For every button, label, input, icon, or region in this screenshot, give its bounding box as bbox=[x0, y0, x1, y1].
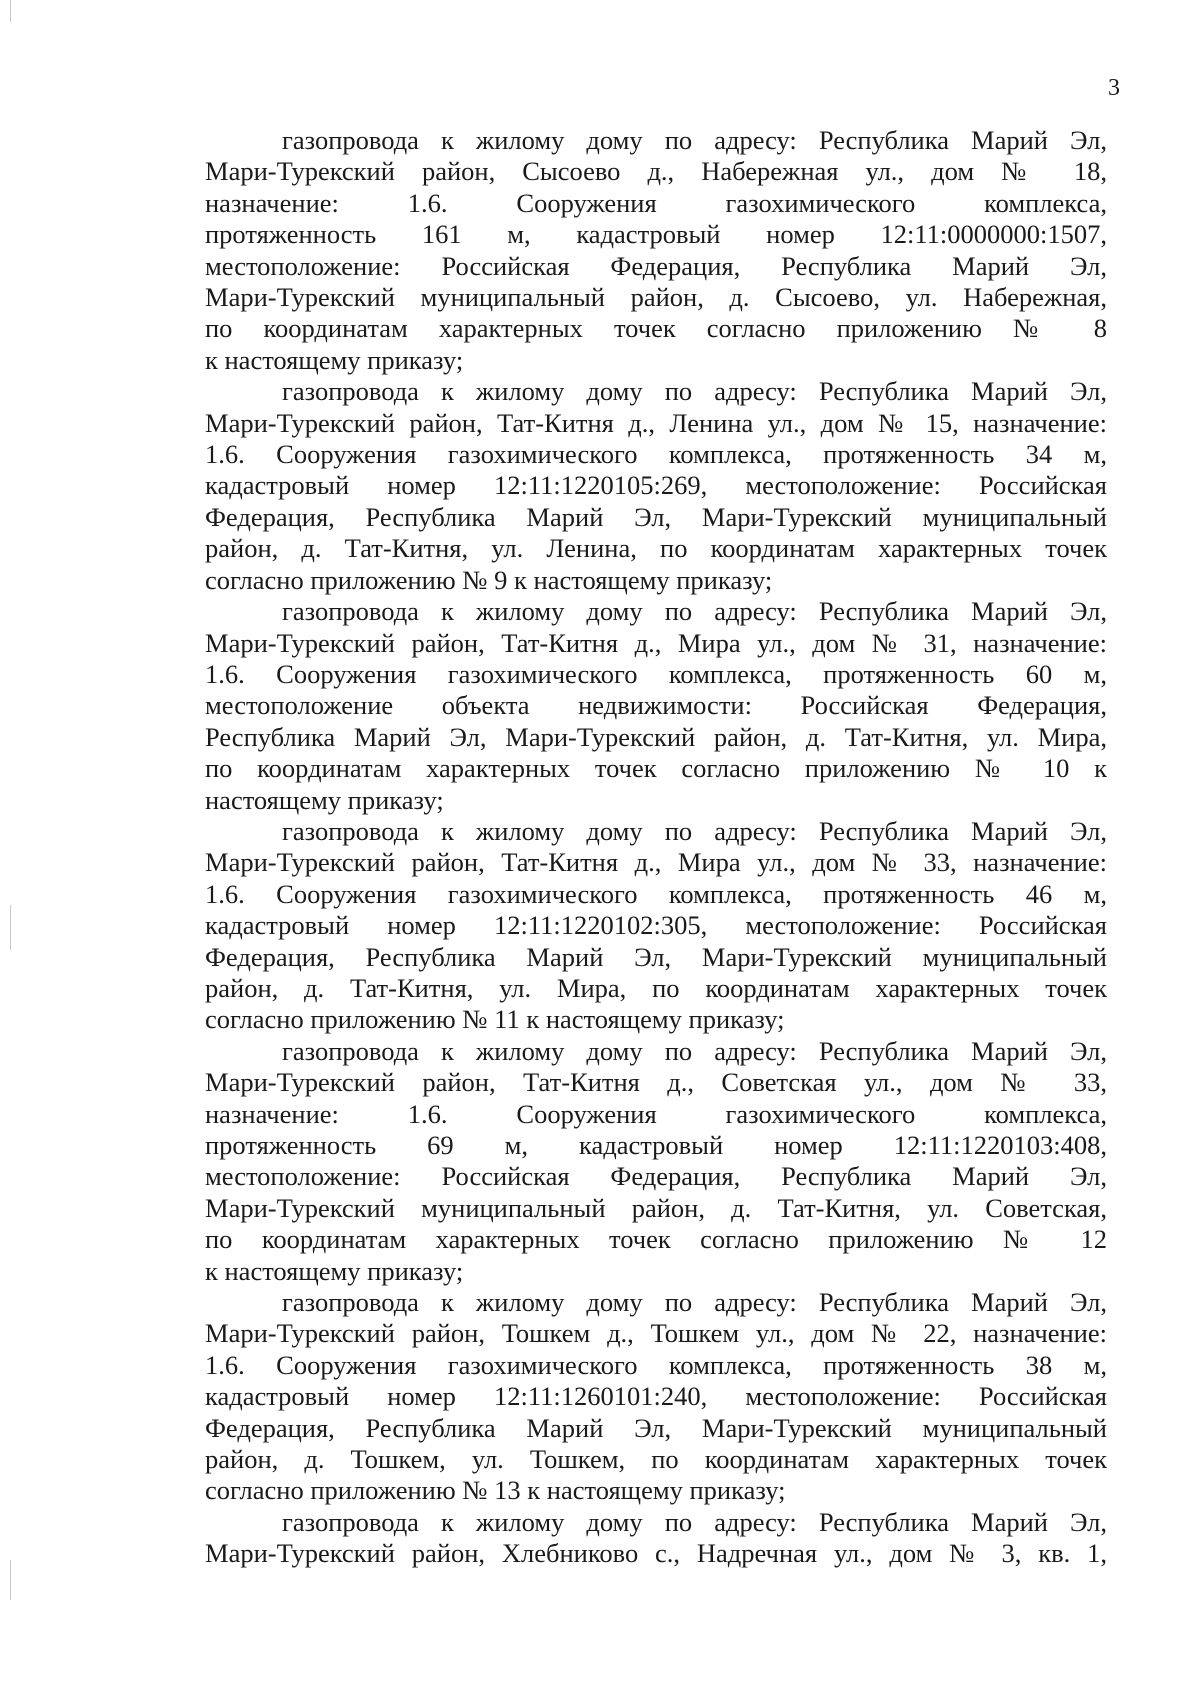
paragraph-line: протяженность 161 м, кадастровый номер 12:11:0000000:1507, bbox=[205, 219, 1107, 250]
paragraph-line: газопровода к жилому дому по адресу: Республика Марий Эл, bbox=[282, 125, 1107, 155]
paragraph-line: по координатам характерных точек согласно приложению № 10 к bbox=[205, 753, 1107, 784]
paragraph bbox=[205, 125, 1107, 376]
paragraph-line: местоположение объекта недвижимости: Российская Федерация, bbox=[205, 690, 1107, 721]
paragraph bbox=[205, 596, 1107, 816]
paragraph-line: протяженность 69 м, кадастровый номер 12:11:1220103:408, bbox=[205, 1130, 1107, 1160]
document-body bbox=[205, 125, 1107, 1570]
paragraph bbox=[205, 1287, 1107, 1507]
paragraph-line: Федерация, Республика Марий Эл, Мари-Турекский муниципальный bbox=[205, 501, 1107, 532]
paragraph-line: согласно приложению № 9 к настоящему приказу; bbox=[205, 564, 773, 595]
paragraph-line: настоящему приказу; bbox=[205, 784, 444, 815]
paragraph-line: Федерация, Республика Марий Эл, Мари-Турекский муниципальный bbox=[205, 1412, 1107, 1443]
paragraph-line: район, д. Тат-Китня, ул. Мира, по координатам характерных точек bbox=[205, 972, 1107, 1003]
paragraph-line: кадастровый номер 12:11:1220105:269, местоположение: Российская bbox=[205, 470, 1107, 501]
paragraph-line: по координатам характерных точек согласно приложению № 12 bbox=[205, 1224, 1107, 1255]
paragraph-line: Мари-Турекский район, Тат-Китня д., Мира ул., дом № 33, назначение: bbox=[205, 847, 1107, 878]
paragraph-line: газопровода к жилому дому по адресу: Республика Марий Эл, bbox=[282, 376, 1107, 407]
paragraph-line: Мари-Турекский район, Хлебниково с., Надречная ул., дом № 3, кв. 1, bbox=[205, 1538, 1107, 1569]
paragraph-line: согласно приложению № 11 к настоящему приказу; bbox=[205, 1004, 785, 1035]
paragraph-line: Мари-Турекский муниципальный район, д. Сысоево, ул. Набережная, bbox=[205, 282, 1107, 313]
paragraph-line: район, д. Тошкем, ул. Тошкем, по координатам характерных точек bbox=[205, 1444, 1107, 1475]
scan-edge-mark bbox=[10, 905, 11, 950]
paragraph bbox=[205, 1036, 1107, 1287]
paragraph-line: согласно приложению № 13 к настоящему приказу; bbox=[205, 1475, 786, 1506]
paragraph-line: к настоящему приказу; bbox=[205, 1255, 464, 1286]
paragraph-line: к настоящему приказу; bbox=[205, 344, 464, 375]
paragraph-line: Мари-Турекский район, Тат-Китня д., Ленина ул., дом № 15, назначение: bbox=[205, 407, 1107, 438]
scan-edge-mark bbox=[10, 1560, 11, 1600]
page-number: 3 bbox=[1108, 75, 1120, 101]
paragraph-line: назначение: 1.6. Сооружения газохимического комплекса, bbox=[205, 187, 1107, 218]
paragraph-line: кадастровый номер 12:11:1260101:240, местоположение: Российская bbox=[205, 1381, 1107, 1412]
paragraph-line: местоположение: Российская Федерация, Республика Марий Эл, bbox=[205, 1161, 1107, 1192]
paragraph-line: 1.6. Сооружения газохимического комплекса, протяженность 38 м, bbox=[205, 1349, 1107, 1380]
paragraph-line: местоположение: Российская Федерация, Республика Марий Эл, bbox=[205, 250, 1107, 281]
paragraph bbox=[205, 1507, 1107, 1570]
paragraph-line: газопровода к жилому дому по адресу: Республика Марий Эл, bbox=[282, 815, 1107, 846]
paragraph-line: Мари-Турекский район, Тат-Китня д., Советская ул., дом № 33, bbox=[205, 1067, 1107, 1098]
paragraph-line: по координатам характерных точек согласно приложению № 8 bbox=[205, 313, 1107, 344]
paragraph-line: Мари-Турекский муниципальный район, д. Тат-Китня, ул. Советская, bbox=[205, 1192, 1107, 1223]
paragraph-line: газопровода к жилому дому по адресу: Республика Марий Эл, bbox=[282, 1035, 1107, 1066]
paragraph-line: 1.6. Сооружения газохимического комплекса, протяженность 60 м, bbox=[205, 658, 1107, 689]
paragraph-line: Мари-Турекский район, Тошкем д., Тошкем ул., дом № 22, назначение: bbox=[205, 1318, 1107, 1349]
paragraph-line: Федерация, Республика Марий Эл, Мари-Турекский муниципальный bbox=[205, 941, 1107, 972]
paragraph bbox=[205, 376, 1107, 596]
paragraph-line: Мари-Турекский район, Тат-Китня д., Мира ул., дом № 31, назначение: bbox=[205, 627, 1107, 658]
paragraph-line: назначение: 1.6. Сооружения газохимического комплекса, bbox=[205, 1098, 1107, 1129]
paragraph-line: район, д. Тат-Китня, ул. Ленина, по координатам характерных точек bbox=[205, 533, 1107, 564]
paragraph-line: 1.6. Сооружения газохимического комплекса, протяженность 46 м, bbox=[205, 878, 1107, 909]
paragraph-line: Республика Марий Эл, Мари-Турекский район, д. Тат-Китня, ул. Мира, bbox=[205, 721, 1107, 752]
paragraph-line: газопровода к жилому дому по адресу: Республика Марий Эл, bbox=[282, 1506, 1107, 1537]
paragraph-line: Мари-Турекский район, Сысоево д., Набережная ул., дом № 18, bbox=[205, 156, 1107, 187]
paragraph-line: кадастровый номер 12:11:1220102:305, местоположение: Российская bbox=[205, 910, 1107, 941]
paragraph-line: 1.6. Сооружения газохимического комплекса, протяженность 34 м, bbox=[205, 439, 1107, 470]
paragraph bbox=[205, 816, 1107, 1036]
paragraph-line: газопровода к жилому дому по адресу: Республика Марий Эл, bbox=[282, 1287, 1107, 1318]
scan-edge-mark bbox=[10, 0, 11, 22]
paragraph-line: газопровода к жилому дому по адресу: Республика Марий Эл, bbox=[282, 596, 1107, 627]
